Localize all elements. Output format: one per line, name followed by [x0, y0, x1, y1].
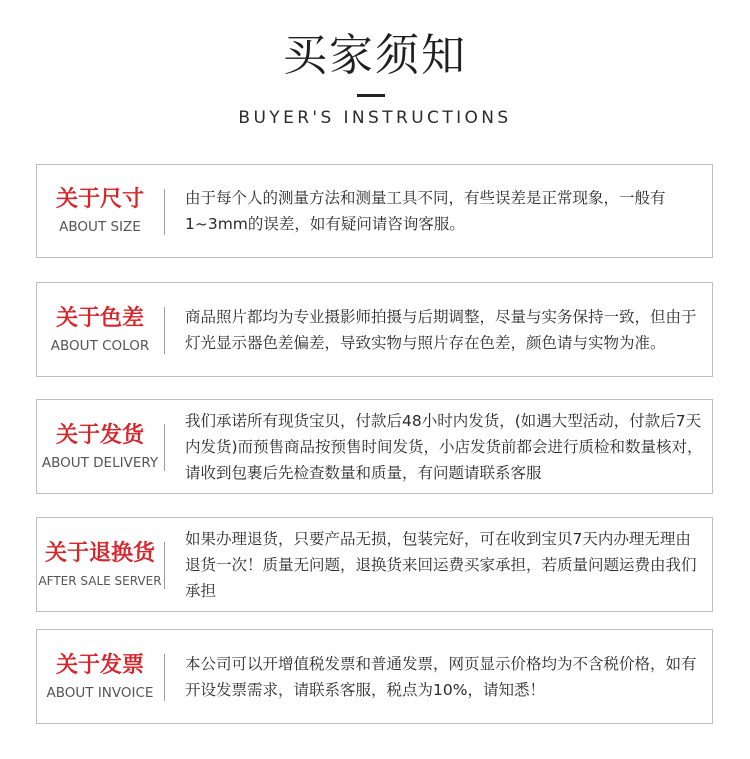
section-divider [164, 424, 165, 471]
section-title-cn: 关于发票 [55, 652, 144, 678]
section-text [185, 518, 706, 611]
section-delivery [36, 399, 713, 494]
section-label [37, 283, 163, 376]
section-after-sale [36, 517, 713, 612]
section-title-cn: 关于尺寸 [55, 187, 144, 212]
section-title-cn: 关于色差 [55, 305, 144, 331]
section-color [36, 282, 713, 377]
section-divider [164, 542, 165, 589]
section-text [185, 283, 706, 376]
section-title-en: ABOUT COLOR [50, 337, 150, 354]
section-divider [164, 189, 165, 235]
title-underline [357, 94, 385, 97]
section-divider [164, 654, 165, 701]
section-title-cn: 关于发货 [55, 422, 144, 448]
section-title-en: ABOUT DELIVERY [41, 454, 159, 471]
section-label [37, 518, 163, 611]
section-text-content: 如果办理退货，只要产品无损，包装完好，可在收到宝贝7天内办理无理由退货一次！质量无问题，退换货来回运费买家承担，若质量问题运费由我们承担 [185, 529, 697, 600]
section-label [37, 165, 163, 257]
section-invoice [36, 629, 713, 724]
section-text-content: 我们承诺所有现货宝贝，付款后48小时内发货，(如遇大型活动，付款后7天内发货)而预售商品按预售时间发货，小店发货前都会进行质检和数量核对，请收到包裹后先检查数量和质量，有问题请联系客服 [185, 411, 703, 482]
section-title-en: ABOUT INVOICE [46, 684, 154, 701]
section-text-content: 由于每个人的测量方法和测量工具不同，有些误差是正常现象，一般有1~3mm的误差，如有疑问请咨询客服。 [185, 189, 666, 233]
section-text-content: 本公司可以开增值税发票和普通发票，网页显示价格均为不含税价格，如有开设发票需求，请联系客服，税点为10%，请知悉！ [185, 654, 697, 699]
page-title: 买家须知 [283, 30, 467, 81]
section-text [185, 165, 706, 257]
section-text [185, 400, 706, 493]
section-title-en: AFTER SALE SERVER [38, 573, 162, 588]
section-label [37, 630, 163, 723]
page-subtitle: BUYER'S INSTRUCTIONS [238, 108, 512, 128]
section-size [36, 164, 713, 258]
section-title-cn: 关于退换货 [44, 540, 155, 566]
section-text [185, 630, 706, 723]
section-title-en: ABOUT SIZE [59, 219, 141, 235]
section-text-content: 商品照片都均为专业摄影师拍摄与后期调整，尽量与实务保持一致，但由于灯光显示器色差偏差，导致实物与照片存在色差，颜色请与实物为准。 [185, 307, 697, 352]
section-label [37, 400, 163, 493]
section-divider [164, 307, 165, 354]
